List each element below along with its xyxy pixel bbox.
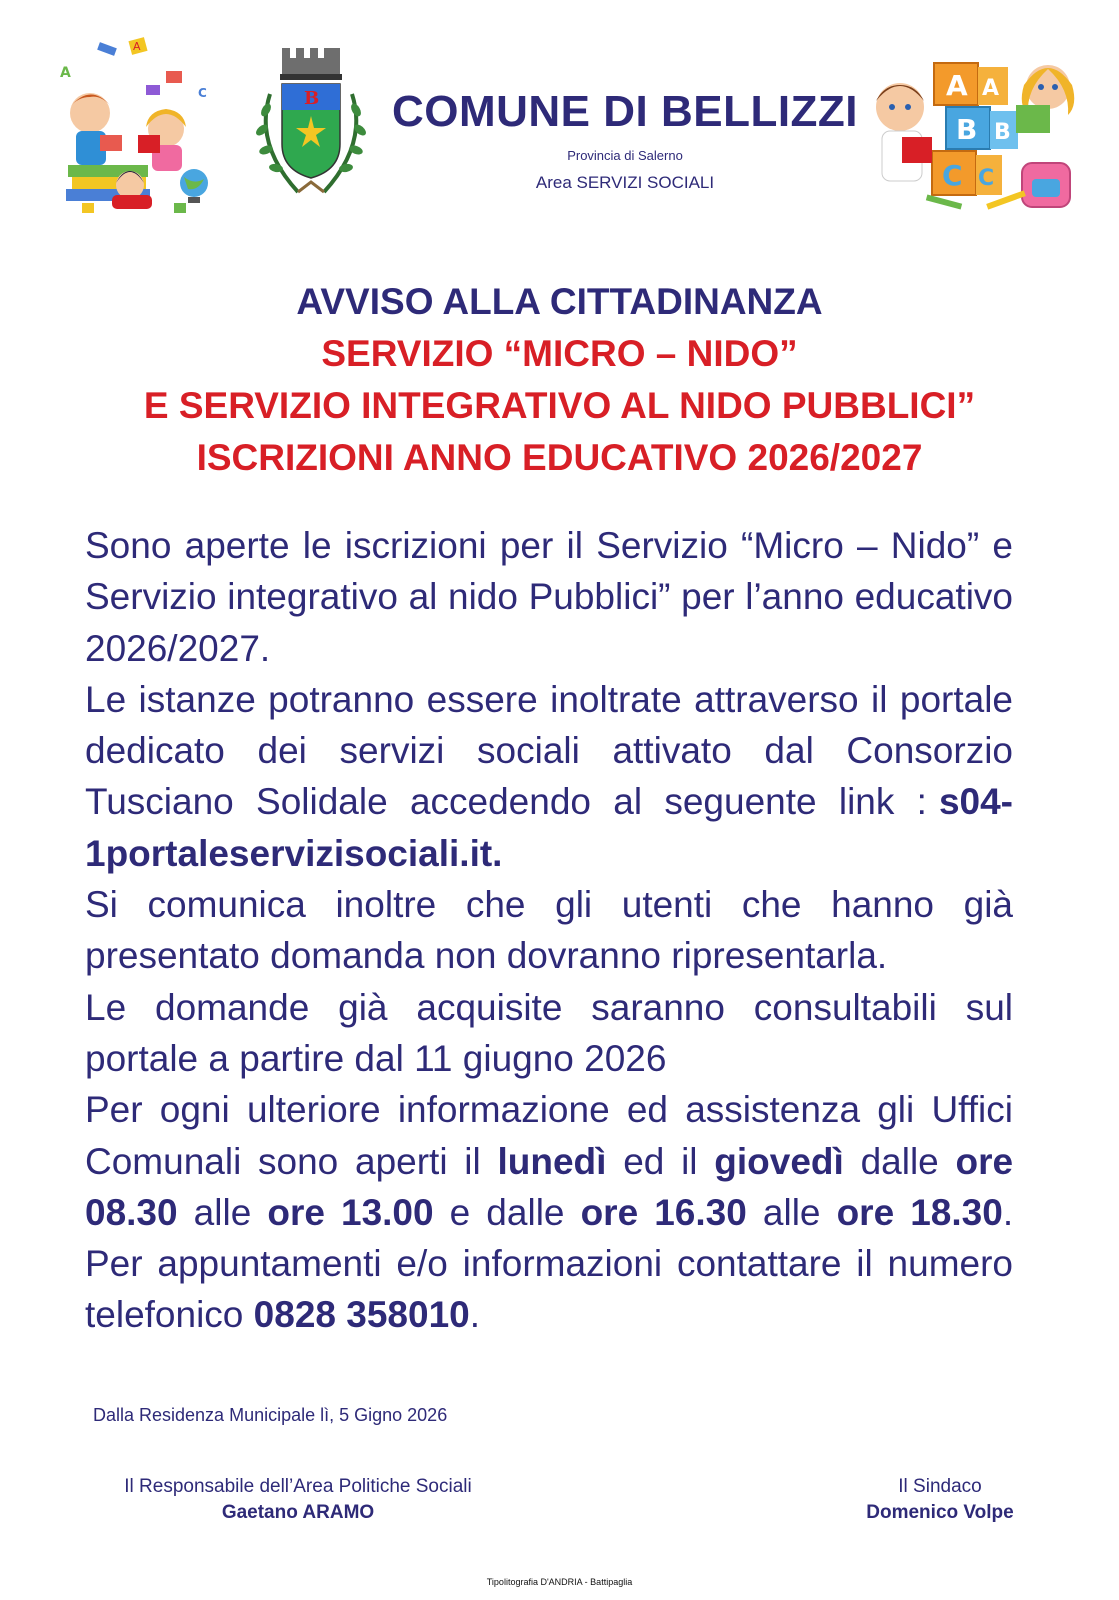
svg-text:B: B [994,120,1011,145]
office-time-end-morning: ore 13.00 [267,1191,434,1233]
children-alphabet-blocks-illustration [866,45,1082,215]
province-label: Provincia di Salerno [567,148,683,163]
body-paragraph-enrollment-open: Sono aperte le iscrizioni per il Servizio “Micro – Nido” e Servizio integrativo al nido Pubblici” per l’anno educativo 2026/2027. [85,525,1013,669]
office-hours-connector: e dalle [449,1191,565,1233]
svg-text:B: B [304,88,320,109]
phone-number[interactable]: 0828 358010 [253,1294,470,1336]
svg-text:A: A [982,76,1000,101]
office-day-monday: lunedì [497,1140,607,1182]
signature-name: Domenico Volpe [866,1502,1014,1523]
body-paragraph-submission: Le istanze potranno essere inoltrate attraverso il portale dedicato dei servizi sociali attivato dal Consorzio Tusciano Solidale accedendo al seguente link : [85,678,1013,823]
comune-crest-icon [248,44,374,204]
office-time-end-afternoon: ore 18.30 [836,1191,1003,1233]
issue-date: Dalla Residenza Municipale lì, 5 Gigno 2026 [93,1405,448,1425]
children-reading-illustration [38,35,218,215]
office-time-start-afternoon: ore 16.30 [580,1191,747,1233]
notice-body [85,520,1013,1341]
office-hours-connector: dalle [860,1140,939,1182]
header-text [380,86,870,193]
body-paragraph-office-hours: Per ogni ulteriore informazione ed assistenza gli Uffici Comunali sono aperti il [85,1089,1013,1182]
notice-heading: AVVISO ALLA CITTADINANZA [296,281,823,322]
contact-sentence: . Per appuntamenti e/o informazioni contattare il numero telefonico [85,1191,1014,1336]
office-day-thursday: giovedì [714,1140,844,1182]
office-hours-connector: alle [762,1191,821,1233]
portal-link[interactable]: s04-1portaleservizisociali.it. [85,781,1013,874]
signature-role: Il Sindaco [898,1476,982,1497]
comune-title: COMUNE DI BELLIZZI [391,87,859,136]
svg-text:C: C [942,159,963,192]
svg-text:C: C [978,166,995,191]
signature-responsible [93,1476,503,1524]
printer-credit: Tipolitografia D'ANDRIA - Battipaglia [486,1577,633,1587]
body-paragraph-existing-users: Si comunica inoltre che gli utenti che hanno già presentato domanda non dovranno ripresentarla. [85,884,1013,977]
notice-service-subtitle: E SERVIZIO INTEGRATIVO AL NIDO PUBBLICI” [143,385,976,426]
notice-title-block [40,276,1079,484]
office-hours-connector: alle [193,1191,252,1233]
closing-period: . [469,1294,481,1336]
svg-text:A: A [133,40,141,53]
svg-text:A: A [946,69,968,102]
svg-text:C: C [198,86,207,100]
notice-enrollment-year: ISCRIZIONI ANNO EDUCATIVO 2026/2027 [196,437,923,478]
office-hours-connector: ed il [623,1140,698,1182]
page-header [0,0,1119,240]
svg-text:B: B [956,113,978,146]
notice-service-title: SERVIZIO “MICRO – NIDO” [321,333,798,374]
area-label: Area SERVIZI SOCIALI [535,173,715,192]
signature-name: Gaetano ARAMO [221,1502,375,1523]
signature-mayor [850,1476,1030,1524]
body-paragraph-consultation: Le domande già acquisite saranno consultabili sul portale a partire dal 11 giugno 2026 [85,986,1013,1079]
signature-role: Il Responsabile dell’Area Politiche Sociali [124,1476,472,1497]
office-time-start-morning: ore 08.30 [85,1140,1014,1233]
svg-text:A: A [60,65,71,81]
